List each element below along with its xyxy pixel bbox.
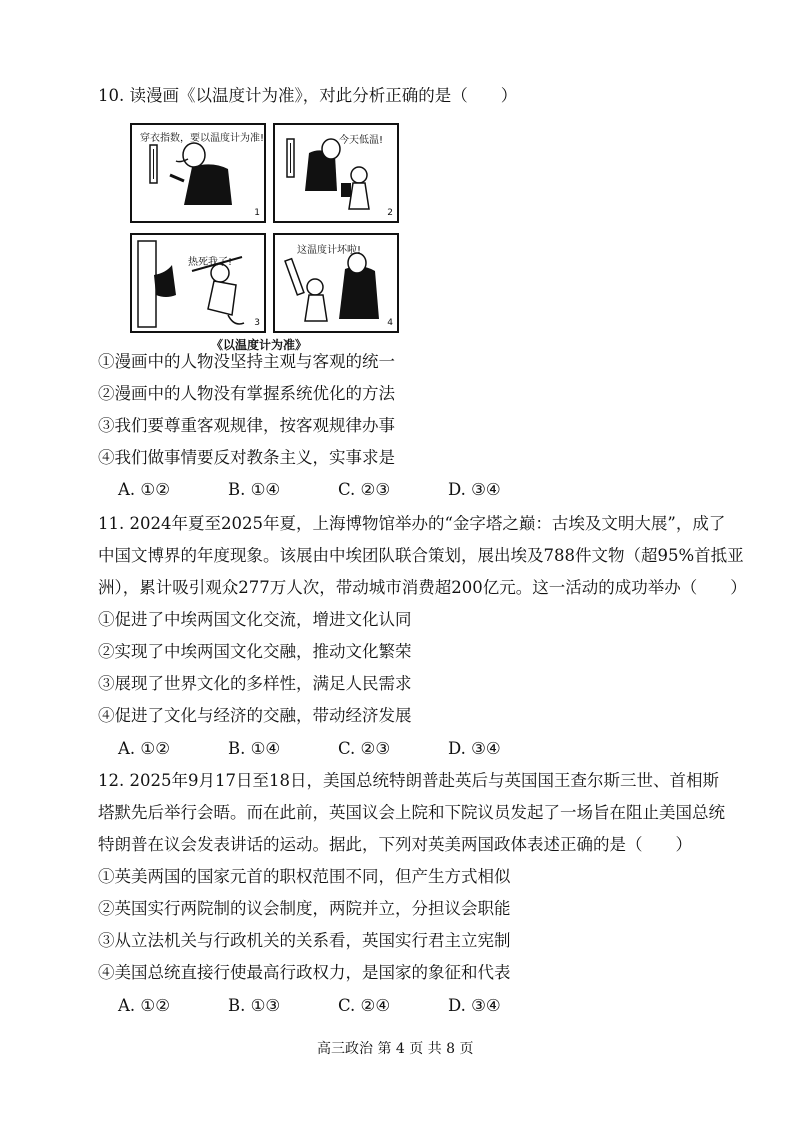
q11-stem-line-1: 11. 2024年夏至2025年夏，上海博物馆举办的“金字塔之巅：古埃及文明大展”，成了 (98, 514, 726, 533)
cartoon-panel-1 (130, 123, 266, 223)
cartoon-panel-4 (273, 233, 399, 333)
q11-item-2: ②实现了中埃两国文化交融，推动文化繁荣 (98, 642, 412, 661)
q12-item-4: ④美国总统直接行使最高行政权力，是国家的象征和代表 (98, 963, 511, 982)
q10-option-a: A. ①② (118, 480, 170, 499)
q11-stem-line-3: 洲），累计吸引观众277万人次，带动城市消费超200亿元。这一活动的成功举办（ ） (98, 578, 747, 597)
q12-option-c: C. ②④ (338, 996, 391, 1015)
q12-option-b: B. ①③ (228, 996, 281, 1015)
q10-option-d: D. ③④ (448, 480, 501, 499)
panel3-number: 3 (254, 318, 260, 328)
q12-option-d: D. ③④ (448, 996, 501, 1015)
q10-option-b: B. ①④ (228, 480, 281, 499)
cartoon-panel-2 (273, 123, 399, 223)
q11-option-a: A. ①② (118, 739, 170, 758)
q11-option-b: B. ①④ (228, 739, 281, 758)
q12-item-3: ③从立法机关与行政机关的关系看，英国实行君主立宪制 (98, 931, 511, 950)
q10-item-1: ①漫画中的人物没坚持主观与客观的统一 (98, 352, 395, 371)
q11-item-4: ④促进了文化与经济的交融，带动经济发展 (98, 706, 412, 725)
panel1-number: 1 (254, 208, 260, 218)
q12-item-2: ②英国实行两院制的议会制度，两院并立，分担议会职能 (98, 899, 511, 918)
q12-stem-line-1: 12. 2025年9月17日至18日，美国总统特朗普赴英后与英国国王查尔斯三世、首相斯 (98, 771, 719, 790)
panel1-speech: 穿衣指数，要以温度计为准! (140, 133, 265, 144)
panel4-number: 4 (387, 318, 393, 328)
page-footer: 高三政治 第 4 页 共 8 页 (317, 1041, 474, 1057)
q12-option-a: A. ①② (118, 996, 170, 1015)
q12-stem-line-2: 塔默先后举行会晤。而在此前，英国议会上院和下院议员发起了一场旨在阻止美国总统 (98, 803, 725, 822)
panel3-speech: 热死我了! (188, 257, 233, 268)
panel4-speech: 这温度计坏啦! (297, 245, 362, 256)
cartoon-panel-3 (130, 233, 266, 333)
q11-option-d: D. ③④ (448, 739, 501, 758)
q11-option-c: C. ②③ (338, 739, 391, 758)
q10-item-2: ②漫画中的人物没有掌握系统优化的方法 (98, 384, 395, 403)
q10-item-3: ③我们要尊重客观规律，按客观规律办事 (98, 416, 395, 435)
q10-stem: 10. 读漫画《以温度计为准》，对此分析正确的是（ ） (98, 86, 518, 105)
cartoon-caption: 《以温度计为准》 (211, 338, 308, 352)
q11-item-1: ①促进了中埃两国文化交流，增进文化认同 (98, 610, 412, 629)
q11-item-3: ③展现了世界文化的多样性，满足人民需求 (98, 674, 412, 693)
panel2-speech: 今天低温! (339, 135, 384, 146)
q12-stem-line-3: 特朗普在议会发表讲话的运动。据此，下列对英美两国政体表述正确的是（ ） (98, 835, 692, 854)
q11-stem-line-2: 中国文博界的年度现象。该展由中埃团队联合策划，展出埃及788件文物（超95%首抵亚 (98, 546, 744, 565)
q10-item-4: ④我们做事情要反对教条主义，实事求是 (98, 448, 395, 467)
panel2-number: 2 (387, 208, 393, 218)
q12-item-1: ①英美两国的国家元首的职权范围不同，但产生方式相似 (98, 867, 511, 886)
q10-option-c: C. ②③ (338, 480, 391, 499)
